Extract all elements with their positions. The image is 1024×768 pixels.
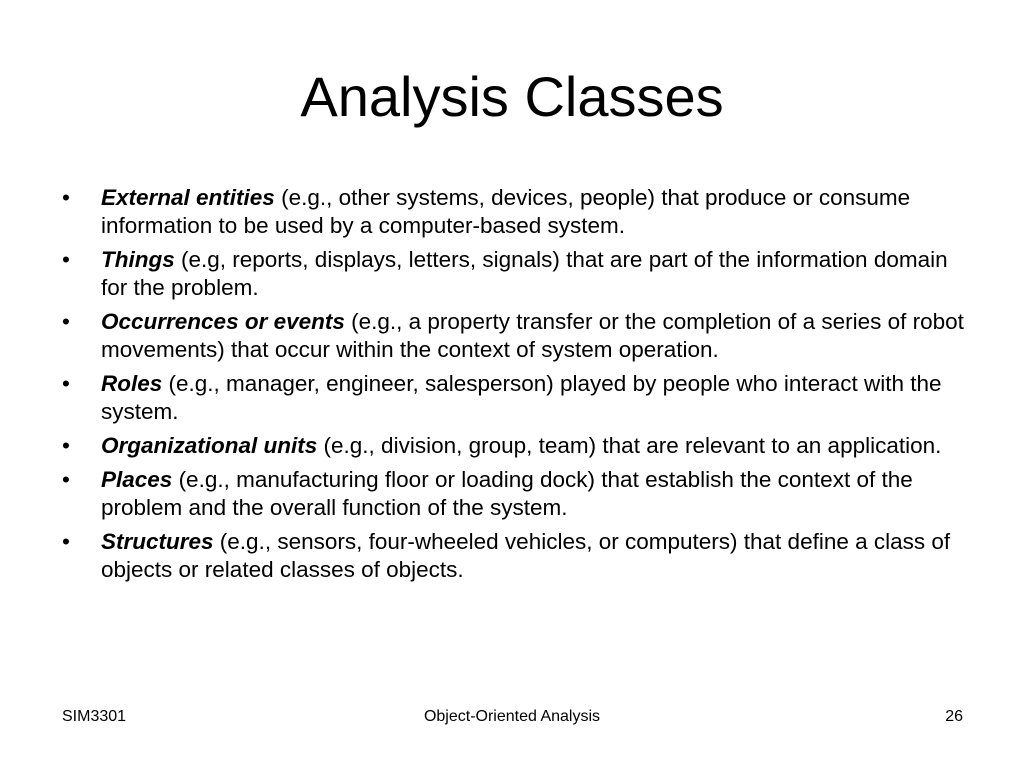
bullet-term: Places [101, 467, 173, 492]
footer-topic: Object-Oriented Analysis [423, 708, 601, 725]
bullet-description: (e.g, reports, displays, letters, signals) that are part of the information domain for the problem. [101, 247, 948, 300]
bullet-item-things [62, 246, 967, 302]
bullet-item-external-entities [62, 184, 967, 240]
bullet-description: (e.g., sensors, four-wheeled vehicles, or computers) that define a class of objects or related classes of objects. [101, 529, 951, 582]
slide-title: Analysis Classes [300, 65, 724, 128]
bullet-description: (e.g., a property transfer or the completion of a series of robot movements) that occur within the context of system operation. [101, 309, 964, 362]
bullet-icon: • [62, 371, 70, 396]
bullet-icon: • [62, 247, 70, 272]
bullet-description: (e.g., other systems, devices, people) that produce or consume information to be used by a computer-based system. [101, 185, 911, 238]
bullet-term: Roles [101, 371, 163, 396]
bullet-icon: • [62, 433, 70, 458]
footer-course: SIM3301 [62, 708, 127, 725]
bullet-icon: • [62, 529, 70, 554]
bullet-term: Structures [101, 529, 214, 554]
bullet-description: (e.g., division, group, team) that are relevant to an application. [317, 433, 942, 458]
footer-page-number: 26 [945, 708, 963, 725]
bullet-term: Organizational units [101, 433, 318, 458]
bullet-item-organizational-units [62, 432, 967, 460]
bullet-item-places [62, 466, 967, 522]
bullet-term: Occurrences or events [101, 309, 345, 334]
bullet-icon: • [62, 309, 70, 334]
bullet-term: Things [101, 247, 175, 272]
bullet-description: (e.g., manufacturing floor or loading dock) that establish the context of the problem and the overall function of the system. [101, 467, 913, 520]
bullet-term: External entities [101, 185, 275, 210]
bullet-item-occurrences-or-events [62, 308, 967, 364]
bullet-item-roles [62, 370, 967, 426]
bullet-icon: • [62, 467, 70, 492]
bullet-icon: • [62, 185, 70, 210]
bullet-list [62, 184, 967, 590]
bullet-description: (e.g., manager, engineer, salesperson) played by people who interact with the system. [101, 371, 942, 424]
bullet-item-structures [62, 528, 967, 584]
